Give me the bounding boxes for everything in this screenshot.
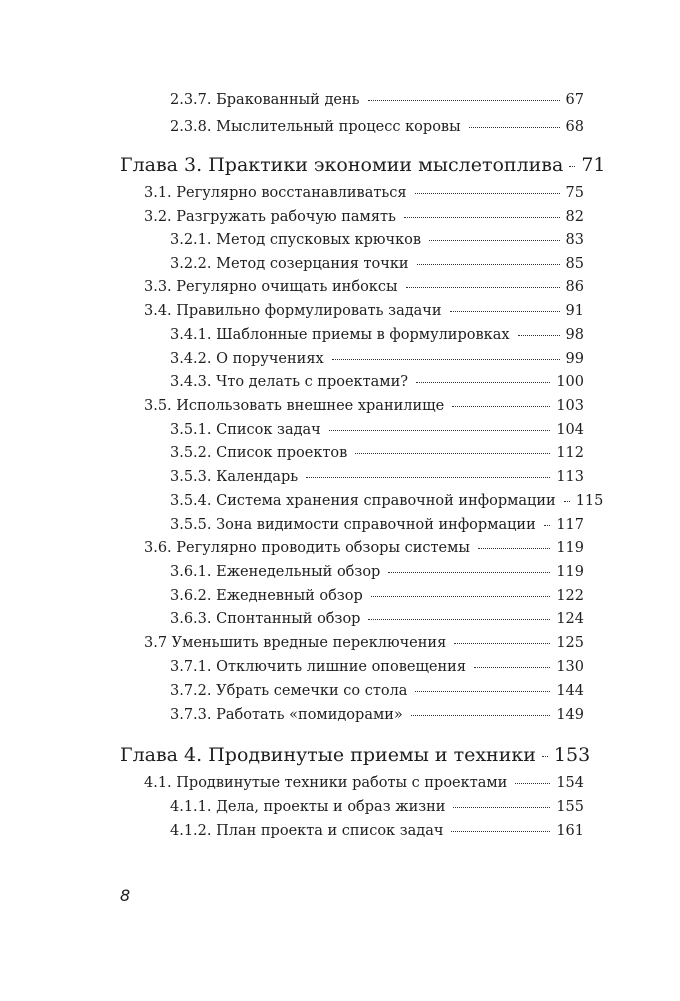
toc-entry — [144, 633, 584, 653]
dot-leader — [306, 477, 550, 478]
toc-entry-page: 103 — [556, 398, 584, 414]
toc-entry-page: 113 — [556, 469, 584, 485]
toc-entry — [170, 230, 584, 250]
toc-entry-page: 75 — [565, 185, 584, 201]
toc-entry — [144, 183, 584, 203]
toc-entry — [170, 797, 584, 817]
toc-entry-title: 2.3.8. Мыслительный процесс коровы — [170, 119, 461, 135]
toc-entry — [170, 586, 584, 606]
toc-entry-title: 3.2. Разгружать рабочую память — [144, 209, 396, 225]
toc-entry-title: 4.1.1. Дела, проекты и образ жизни — [170, 799, 446, 815]
toc-chapter — [120, 742, 591, 768]
dot-leader — [388, 572, 550, 573]
toc-entry — [170, 467, 584, 487]
toc-entry-page: 130 — [556, 659, 584, 675]
dot-leader — [569, 166, 575, 167]
toc-entry-title: 3.3. Регулярно очищать инбоксы — [144, 279, 398, 295]
toc-entry-title: 3.5.2. Список проектов — [170, 445, 348, 461]
toc-entry-page: 125 — [556, 635, 584, 651]
dot-leader — [453, 807, 550, 808]
toc-entry — [170, 515, 584, 535]
toc-chapter-title: Глава 3. Практики экономии мыслетоплива — [120, 154, 564, 176]
toc-entry-title: 3.4.2. О поручениях — [170, 351, 324, 367]
dot-leader — [542, 756, 548, 757]
dot-leader — [368, 619, 550, 620]
dot-leader — [329, 430, 551, 431]
dot-leader — [332, 359, 560, 360]
toc-entry-page: 67 — [565, 92, 584, 108]
toc-entry-page: 155 — [556, 799, 584, 815]
toc-entry-page: 91 — [565, 303, 584, 319]
dot-leader — [415, 691, 550, 692]
toc-entry — [170, 705, 584, 725]
toc-entry — [170, 325, 584, 345]
dot-leader — [515, 783, 550, 784]
toc-entry-title: 3.2.2. Метод созерцания точки — [170, 256, 409, 272]
toc-entry — [170, 90, 584, 110]
toc-entry — [144, 207, 584, 227]
dot-leader — [404, 217, 560, 218]
dot-leader — [544, 525, 551, 526]
toc-entry-title: 3.5.5. Зона видимости справочной информации — [170, 517, 536, 533]
toc-entry — [170, 254, 584, 274]
dot-leader — [474, 667, 550, 668]
toc-entry-title: 3.4.1. Шаблонные приемы в формулировках — [170, 327, 510, 343]
toc-entry — [170, 372, 584, 392]
dot-leader — [355, 453, 550, 454]
toc-entry-page: 119 — [556, 564, 584, 580]
dot-leader — [416, 382, 550, 383]
toc-entry-page: 144 — [556, 683, 584, 699]
dot-leader — [454, 643, 550, 644]
toc-entry-page: 161 — [556, 823, 584, 839]
toc-entry-page: 85 — [565, 256, 584, 272]
toc-entry-title: 3.6.1. Еженедельный обзор — [170, 564, 381, 580]
toc-entry — [170, 657, 584, 677]
toc-entry-page: 100 — [556, 374, 584, 390]
toc-chapter-title: Глава 4. Продвинутые приемы и техники — [120, 744, 536, 766]
toc-entry-title: 3.5.4. Система хранения справочной информации — [170, 493, 556, 509]
toc-entry-page: 82 — [565, 209, 584, 225]
dot-leader — [518, 335, 560, 336]
toc-entry — [144, 277, 584, 297]
toc-entry-title: 3.7.2. Убрать семечки со стола — [170, 683, 408, 699]
toc-entry — [144, 773, 584, 793]
toc-entry-title: 3.7.1. Отключить лишние оповещения — [170, 659, 466, 675]
dot-leader — [368, 100, 560, 101]
toc-entry-title: 3.7 Уменьшить вредные переключения — [144, 635, 447, 651]
toc-entry — [170, 420, 584, 440]
toc-chapter-page: 153 — [553, 744, 591, 766]
dot-leader — [451, 831, 550, 832]
toc-entry-title: 3.2.1. Метод спусковых крючков — [170, 232, 422, 248]
toc-entry-page: 124 — [556, 611, 584, 627]
toc-entry — [170, 609, 584, 629]
toc-entry — [144, 301, 584, 321]
toc-entry — [170, 821, 584, 841]
dot-leader — [371, 596, 551, 597]
toc-entry-title: 3.4. Правильно формулировать задачи — [144, 303, 442, 319]
dot-leader — [450, 311, 560, 312]
toc-entry-title: 3.5.3. Календарь — [170, 469, 299, 485]
dot-leader — [469, 127, 560, 128]
toc-entry — [170, 443, 584, 463]
dot-leader — [417, 264, 560, 265]
dot-leader — [478, 548, 550, 549]
dot-leader — [452, 406, 550, 407]
toc-entry-page: 112 — [556, 445, 584, 461]
toc-entry — [170, 681, 584, 701]
toc-chapter — [120, 152, 606, 178]
toc-entry-page: 83 — [565, 232, 584, 248]
toc-entry-title: 4.1. Продвинутые техники работы с проектами — [144, 775, 508, 791]
dot-leader — [429, 240, 559, 241]
toc-entry-title: 3.7.3. Работать «помидорами» — [170, 707, 403, 723]
dot-leader — [564, 501, 570, 502]
toc-entry-page: 86 — [565, 279, 584, 295]
toc-entry-page: 115 — [575, 493, 604, 509]
toc-entry-page: 68 — [565, 119, 584, 135]
toc-entry-title: 2.3.7. Бракованный день — [170, 92, 360, 108]
toc-entry-title: 3.1. Регулярно восстанавливаться — [144, 185, 407, 201]
toc-entry — [170, 491, 604, 511]
toc-entry-page: 104 — [556, 422, 584, 438]
page-number: 8 — [120, 886, 131, 905]
toc-entry — [170, 349, 584, 369]
toc-entry-page: 99 — [565, 351, 584, 367]
toc-chapter-page: 71 — [581, 154, 606, 176]
toc-entry — [170, 117, 584, 137]
toc-entry-page: 149 — [556, 707, 584, 723]
toc-entry — [144, 538, 584, 558]
toc-entry-title: 3.5. Использовать внешнее хранилище — [144, 398, 445, 414]
toc-entry — [170, 562, 584, 582]
toc-entry — [144, 396, 584, 416]
toc-entry-page: 119 — [556, 540, 584, 556]
toc-entry-title: 3.6. Регулярно проводить обзоры системы — [144, 540, 470, 556]
toc-entry-title: 3.5.1. Список задач — [170, 422, 321, 438]
toc-entry-title: 3.4.3. Что делать с проектами? — [170, 374, 409, 390]
toc-entry-title: 3.6.3. Спонтанный обзор — [170, 611, 361, 627]
toc-entry-title: 3.6.2. Ежедневный обзор — [170, 588, 363, 604]
toc-entry-page: 154 — [556, 775, 584, 791]
toc-entry-page: 98 — [565, 327, 584, 343]
dot-leader — [415, 193, 560, 194]
dot-leader — [406, 287, 560, 288]
toc-entry-page: 122 — [556, 588, 584, 604]
toc-entry-title: 4.1.2. План проекта и список задач — [170, 823, 444, 839]
dot-leader — [411, 715, 551, 716]
toc-entry-page: 117 — [556, 517, 584, 533]
